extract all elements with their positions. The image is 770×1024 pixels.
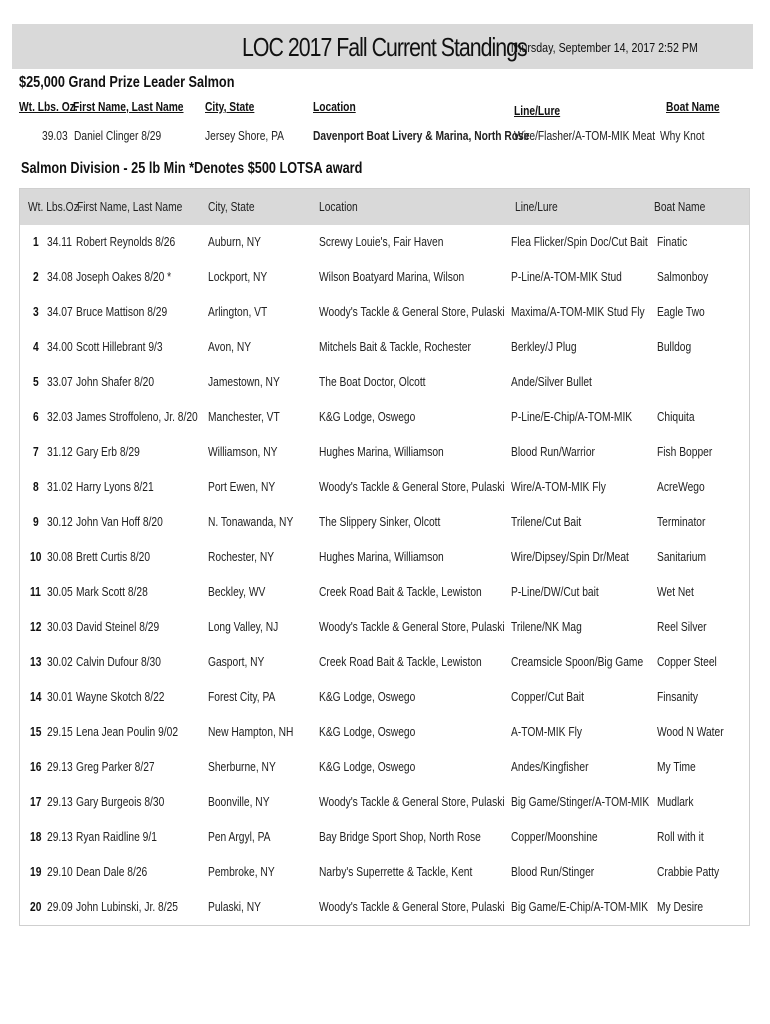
table-row	[20, 261, 749, 296]
row-lure: P-Line/E-Chip/A-TOM-MIK	[511, 410, 633, 424]
row-weight: 30.08	[47, 550, 73, 564]
table-row	[20, 611, 749, 646]
table-row	[20, 226, 749, 261]
row-rank: 17	[30, 795, 42, 809]
row-location: K&G Lodge, Oswego	[319, 725, 416, 739]
row-rank: 12	[30, 620, 42, 634]
row-boat: Crabbie Patty	[657, 865, 720, 879]
row-name: James Stroffoleno, Jr. 8/20	[76, 410, 198, 424]
row-lure: P-Line/DW/Cut bait	[511, 585, 599, 599]
row-city: Pen Argyl, PA	[208, 830, 271, 844]
row-weight: 29.10	[47, 865, 73, 879]
col-weight: Wt. Lbs.Oz.	[28, 200, 82, 214]
grand-leader-name: Daniel Clinger 8/29	[74, 129, 162, 143]
row-boat: Roll with it	[657, 830, 704, 844]
row-lure: Big Game/E-Chip/A-TOM-MIK	[511, 900, 649, 914]
row-rank: 1	[33, 235, 39, 249]
row-location: Narby's Superrette & Tackle, Kent	[319, 865, 473, 879]
grand-col-weight: Wt. Lbs. Oz.	[19, 100, 78, 114]
row-rank: 13	[30, 655, 42, 669]
row-rank: 16	[30, 760, 42, 774]
row-lure: Trilene/Cut Bait	[511, 515, 582, 529]
row-city: N. Tonawanda, NY	[208, 515, 294, 529]
row-weight: 32.03	[47, 410, 73, 424]
col-city: City, State	[208, 200, 255, 214]
row-city: Gasport, NY	[208, 655, 265, 669]
row-name: Gary Erb 8/29	[76, 445, 140, 459]
grand-col-lure: Line/Lure	[514, 104, 561, 118]
row-location: K&G Lodge, Oswego	[319, 690, 416, 704]
row-location: Screwy Louie's, Fair Haven	[319, 235, 444, 249]
row-lure: Berkley/J Plug	[511, 340, 577, 354]
row-boat: Wet Net	[657, 585, 694, 599]
row-boat: Eagle Two	[657, 305, 705, 319]
grand-leader-city: Jersey Shore, PA	[205, 129, 285, 143]
col-location: Location	[319, 200, 358, 214]
table-row	[20, 646, 749, 681]
page-title: LOC 2017 Fall Current Standings	[242, 32, 527, 62]
row-location: Hughes Marina, Williamson	[319, 445, 444, 459]
row-rank: 14	[30, 690, 42, 704]
row-lure: Big Game/Stinger/A-TOM-MIK	[511, 795, 650, 809]
table-row	[20, 366, 749, 401]
row-lure: Ande/Silver Bullet	[511, 375, 592, 389]
table-row	[20, 506, 749, 541]
row-weight: 34.08	[47, 270, 73, 284]
row-boat: Finsanity	[657, 690, 699, 704]
row-rank: 5	[33, 375, 39, 389]
row-name: Lena Jean Poulin 9/02	[76, 725, 179, 739]
row-location: Creek Road Bait & Tackle, Lewiston	[319, 585, 482, 599]
table-row	[20, 891, 749, 926]
row-boat: Copper Steel	[657, 655, 717, 669]
row-rank: 8	[33, 480, 39, 494]
col-lure: Line/Lure	[515, 200, 558, 214]
row-lure: P-Line/A-TOM-MIK Stud	[511, 270, 622, 284]
row-boat: Bulldog	[657, 340, 692, 354]
row-city: New Hampton, NH	[208, 725, 294, 739]
row-lure: Flea Flicker/Spin Doc/Cut Bait	[511, 235, 648, 249]
row-boat: Wood N Water	[657, 725, 724, 739]
row-city: Pembroke, NY	[208, 865, 275, 879]
row-rank: 11	[30, 585, 41, 599]
row-name: Wayne Skotch 8/22	[76, 690, 165, 704]
row-city: Arlington, VT	[208, 305, 268, 319]
row-city: Lockport, NY	[208, 270, 268, 284]
row-boat: Salmonboy	[657, 270, 709, 284]
division-heading: Salmon Division - 25 lb Min *Denotes $500 LOTSA award	[21, 160, 363, 177]
table-row	[20, 296, 749, 331]
row-rank: 2	[33, 270, 39, 284]
row-weight: 33.07	[47, 375, 73, 389]
row-weight: 29.13	[47, 760, 73, 774]
row-city: Boonville, NY	[208, 795, 270, 809]
table-row	[20, 681, 749, 716]
row-city: Rochester, NY	[208, 550, 275, 564]
row-boat: Chiquita	[657, 410, 695, 424]
row-lure: Andes/Kingfisher	[511, 760, 589, 774]
row-rank: 4	[33, 340, 39, 354]
row-name: Calvin Dufour 8/30	[76, 655, 161, 669]
row-weight: 34.00	[47, 340, 73, 354]
row-location: Woody's Tackle & General Store, Pulaski	[319, 305, 505, 319]
row-location: Woody's Tackle & General Store, Pulaski	[319, 795, 505, 809]
row-location: Hughes Marina, Williamson	[319, 550, 444, 564]
row-weight: 30.02	[47, 655, 73, 669]
table-row	[20, 751, 749, 786]
row-name: Brett Curtis 8/20	[76, 550, 151, 564]
table-row	[20, 856, 749, 891]
row-weight: 29.09	[47, 900, 73, 914]
grand-col-boat: Boat Name	[666, 100, 720, 114]
grand-prize-heading: $25,000 Grand Prize Leader Salmon	[19, 74, 235, 91]
row-name: Robert Reynolds 8/26	[76, 235, 176, 249]
grand-leader-boat: Why Knot	[660, 129, 705, 143]
row-weight: 29.13	[47, 795, 73, 809]
row-boat: Terminator	[657, 515, 706, 529]
row-rank: 18	[30, 830, 42, 844]
row-location: The Slippery Sinker, Olcott	[319, 515, 441, 529]
grand-leader-weight: 39.03	[42, 129, 68, 143]
table-row	[20, 436, 749, 471]
row-name: Mark Scott 8/28	[76, 585, 148, 599]
row-city: Port Ewen, NY	[208, 480, 276, 494]
grand-leader-location: Davenport Boat Livery & Marina, North Rose	[313, 129, 530, 143]
grand-col-location: Location	[313, 100, 356, 114]
row-rank: 10	[30, 550, 42, 564]
table-row	[20, 786, 749, 821]
row-boat: My Desire	[657, 900, 704, 914]
row-city: Forest City, PA	[208, 690, 276, 704]
row-location: Mitchels Bait & Tackle, Rochester	[319, 340, 471, 354]
row-lure: Maxima/A-TOM-MIK Stud Fly	[511, 305, 645, 319]
col-boat: Boat Name	[654, 200, 706, 214]
row-location: Woody's Tackle & General Store, Pulaski	[319, 620, 505, 634]
row-location: Woody's Tackle & General Store, Pulaski	[319, 480, 505, 494]
row-rank: 7	[33, 445, 39, 459]
table-row	[20, 716, 749, 751]
row-location: K&G Lodge, Oswego	[319, 410, 416, 424]
row-lure: Blood Run/Warrior	[511, 445, 595, 459]
row-lure: Wire/A-TOM-MIK Fly	[511, 480, 606, 494]
row-boat: Mudlark	[657, 795, 694, 809]
row-weight: 31.12	[47, 445, 73, 459]
grand-col-city: City, State	[205, 100, 255, 114]
grand-leader-lure: Wire/Flasher/A-TOM-MIK Meat	[514, 129, 656, 143]
row-weight: 34.07	[47, 305, 73, 319]
row-city: Manchester, VT	[208, 410, 280, 424]
row-boat: AcreWego	[657, 480, 705, 494]
row-weight: 34.11	[47, 235, 72, 249]
row-rank: 6	[33, 410, 39, 424]
row-lure: Wire/Dipsey/Spin Dr/Meat	[511, 550, 629, 564]
row-weight: 31.02	[47, 480, 73, 494]
row-city: Long Valley, NJ	[208, 620, 279, 634]
row-boat: My Time	[657, 760, 696, 774]
row-name: Bruce Mattison 8/29	[76, 305, 168, 319]
row-boat: Finatic	[657, 235, 688, 249]
table-row	[20, 401, 749, 436]
row-name: Greg Parker 8/27	[76, 760, 155, 774]
row-location: Creek Road Bait & Tackle, Lewiston	[319, 655, 482, 669]
row-name: Gary Burgeois 8/30	[76, 795, 165, 809]
table-row	[20, 471, 749, 506]
row-location: The Boat Doctor, Olcott	[319, 375, 426, 389]
row-weight: 29.15	[47, 725, 73, 739]
row-boat: Sanitarium	[657, 550, 706, 564]
row-city: Beckley, WV	[208, 585, 266, 599]
row-weight: 29.13	[47, 830, 73, 844]
row-location: Wilson Boatyard Marina, Wilson	[319, 270, 465, 284]
col-name: First Name, Last Name	[77, 200, 183, 214]
row-name: Harry Lyons 8/21	[76, 480, 154, 494]
row-lure: Creamsicle Spoon/Big Game	[511, 655, 644, 669]
row-city: Sherburne, NY	[208, 760, 276, 774]
row-rank: 3	[33, 305, 39, 319]
row-name: John Van Hoff 8/20	[76, 515, 163, 529]
row-city: Pulaski, NY	[208, 900, 261, 914]
row-location: Bay Bridge Sport Shop, North Rose	[319, 830, 481, 844]
row-boat: Reel Silver	[657, 620, 707, 634]
row-city: Williamson, NY	[208, 445, 278, 459]
row-rank: 15	[30, 725, 42, 739]
row-rank: 19	[30, 865, 42, 879]
table-row	[20, 821, 749, 856]
row-lure: Copper/Cut Bait	[511, 690, 584, 704]
table-row	[20, 331, 749, 366]
row-rank: 9	[33, 515, 39, 529]
row-name: Scott Hillebrant 9/3	[76, 340, 163, 354]
row-weight: 30.05	[47, 585, 73, 599]
timestamp: Thursday, September 14, 2017 2:52 PM	[509, 40, 698, 55]
row-name: John Shafer 8/20	[76, 375, 155, 389]
table-row	[20, 576, 749, 611]
row-location: K&G Lodge, Oswego	[319, 760, 416, 774]
row-weight: 30.03	[47, 620, 73, 634]
row-name: Dean Dale 8/26	[76, 865, 148, 879]
row-lure: A-TOM-MIK Fly	[511, 725, 582, 739]
table-row	[20, 541, 749, 576]
row-city: Avon, NY	[208, 340, 252, 354]
grand-col-name: First Name, Last Name	[73, 100, 184, 114]
row-rank: 20	[30, 900, 42, 914]
row-weight: 30.12	[47, 515, 73, 529]
row-location: Woody's Tackle & General Store, Pulaski	[319, 900, 505, 914]
row-boat: Fish Bopper	[657, 445, 713, 459]
row-lure: Trilene/NK Mag	[511, 620, 582, 634]
row-name: David Steinel 8/29	[76, 620, 160, 634]
row-city: Jamestown, NY	[208, 375, 280, 389]
row-weight: 30.01	[47, 690, 73, 704]
row-name: Joseph Oakes 8/20 *	[76, 270, 172, 284]
row-name: John Lubinski, Jr. 8/25	[76, 900, 179, 914]
row-name: Ryan Raidline 9/1	[76, 830, 157, 844]
row-lure: Copper/Moonshine	[511, 830, 598, 844]
row-lure: Blood Run/Stinger	[511, 865, 595, 879]
row-city: Auburn, NY	[208, 235, 261, 249]
